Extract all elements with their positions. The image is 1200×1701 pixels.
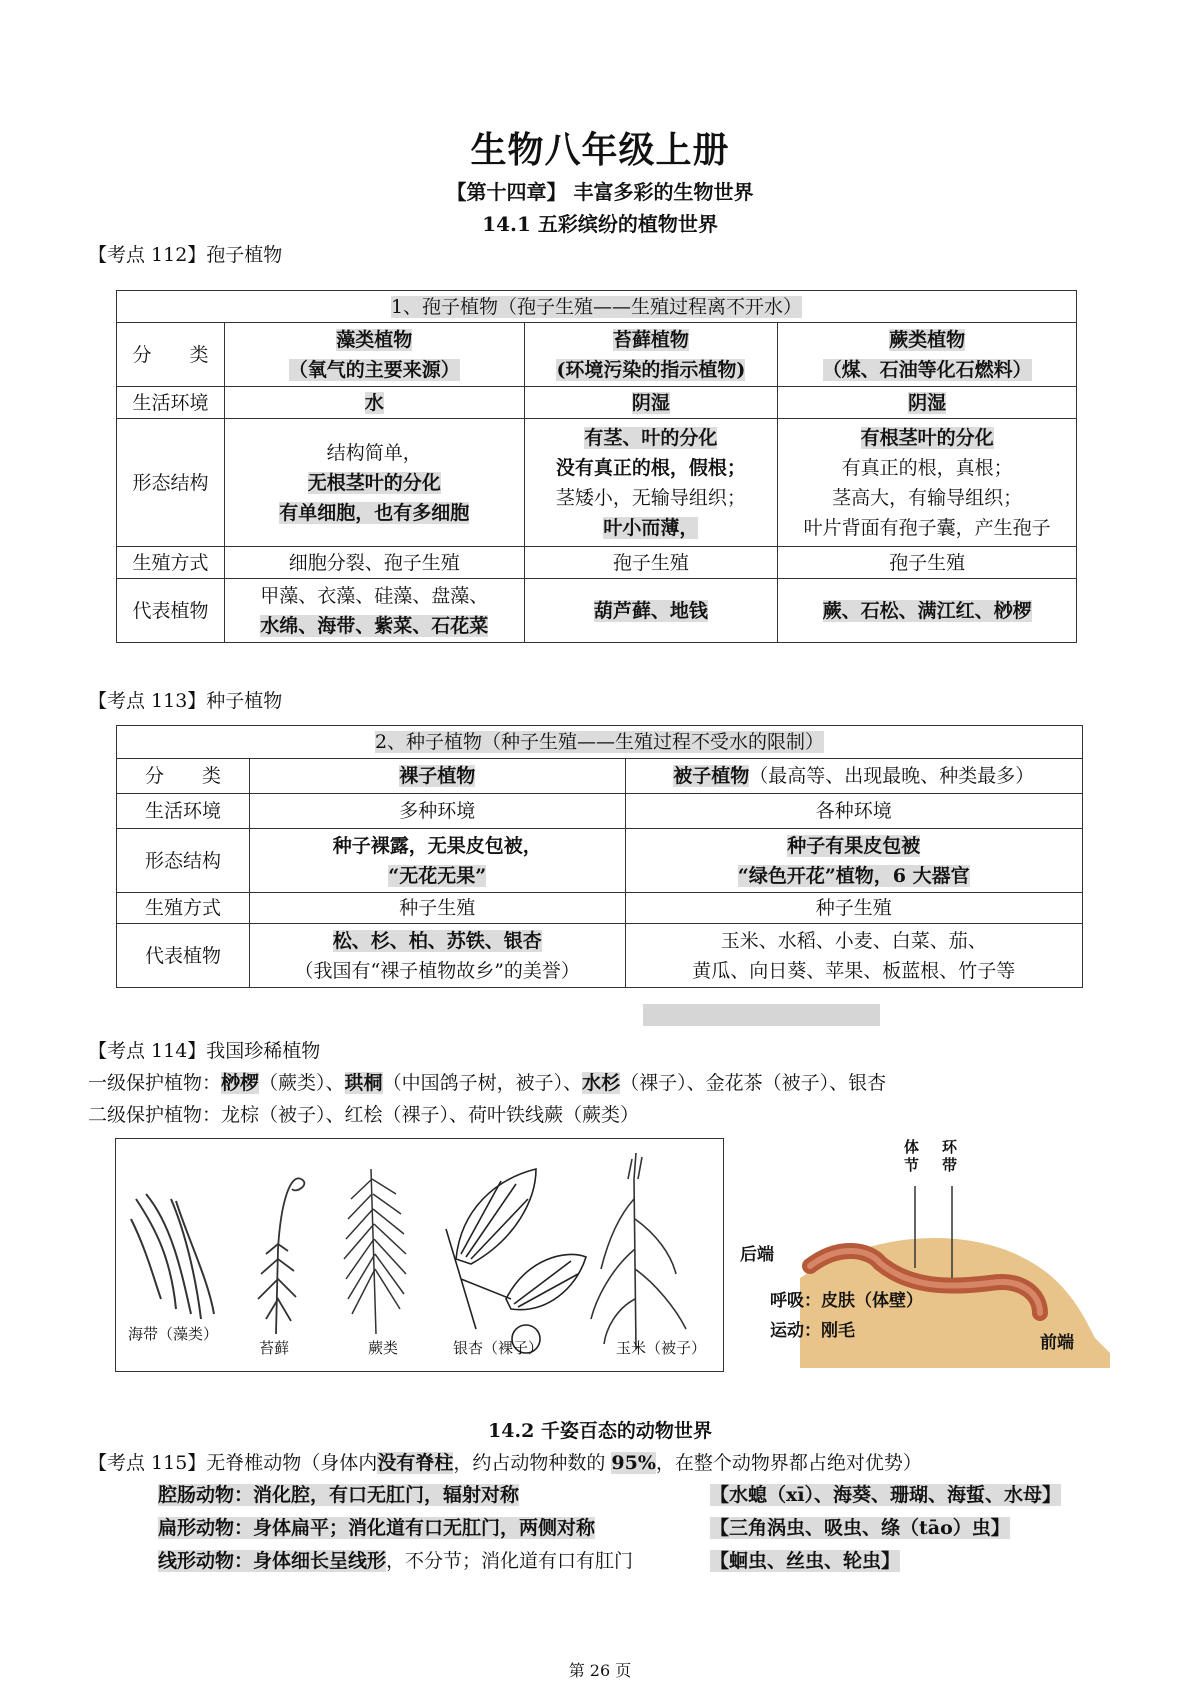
angiosperm-note: （最高等、出现最晚、种类最多）	[749, 765, 1035, 787]
alga-morph-2: 无根茎叶的分化	[307, 471, 441, 494]
t2-row-label-morphology: 形态结构	[117, 829, 250, 893]
alga-morph-1: 结构简单，	[326, 441, 422, 464]
caption-kelp: 海带（藻类）	[128, 1325, 219, 1343]
animal-nematoda-examples: 【蛔虫、丝虫、轮虫】	[710, 1550, 901, 1572]
row-label-morphology: 形态结构	[117, 419, 225, 547]
label-clitellum: 环带	[942, 1138, 958, 1174]
moss-rep: 葫芦藓、地钱	[593, 599, 708, 622]
label-segment: 体节	[904, 1138, 920, 1174]
kelp-drawing	[131, 1194, 214, 1319]
earthworm-figure	[740, 1138, 1110, 1368]
alga-morph-3: 有单细胞，也有多细胞	[279, 501, 470, 524]
fern-env: 阴湿	[908, 391, 947, 414]
fern-morph-2: 有真正的根，真根；	[841, 456, 1013, 479]
animal-coelenterata: 腔肠动物：消化腔，有口无肛门，辐射对称	[158, 1484, 520, 1506]
rare-plants-level1: 一级保护植物：桫椤（蕨类）、珙桐（中国鸽子树，被子）、水杉（裸子）、金花茶（被子）、银杏	[88, 1072, 887, 1094]
gym-repro: 种子生殖	[249, 893, 625, 924]
t2-row-label-classification: 分 类	[117, 759, 250, 794]
fern-drawing	[344, 1169, 406, 1334]
fern-morph-1: 有根茎叶的分化	[860, 426, 994, 449]
gymnosperm-name: 裸子植物	[399, 765, 476, 787]
caption-moss: 苔藓	[259, 1339, 290, 1357]
fern-name: 蕨类植物	[889, 328, 966, 351]
alga-rep-1: 甲藻、衣藻、硅藻、盘藻、	[260, 584, 489, 607]
kaodian-112: 【考点 112】孢子植物	[88, 244, 283, 266]
gym-rep-2: （我国有“裸子植物故乡”的美誉）	[294, 959, 580, 982]
table1-header: 1、孢子植物（孢子生殖——生殖过程离不开水）	[390, 295, 803, 318]
moss-name: 苔藓植物	[612, 328, 689, 351]
kaodian-114: 【考点 114】我国珍稀植物	[88, 1040, 321, 1062]
t2-row-label-representative: 代表植物	[117, 924, 250, 988]
alga-env: 水	[364, 391, 384, 414]
angiosperm-name: 被子植物	[673, 765, 750, 787]
kaodian-113: 【考点 113】种子植物	[88, 690, 283, 712]
moss-morph-2: 没有真正的根，假根；	[555, 456, 746, 479]
chapter-heading: 【第十四章】 丰富多彩的生物世界	[446, 180, 754, 204]
t2-row-label-env: 生活环境	[117, 794, 250, 829]
label-front-end: 前端	[1040, 1333, 1074, 1353]
fern-morph-4: 叶片背面有孢子囊，产生孢子	[803, 516, 1051, 539]
alga-note: （氧气的主要来源）	[288, 358, 460, 381]
alga-name: 藻类植物	[336, 328, 413, 351]
kaodian-115: 【考点 115】无脊椎动物（身体内没有脊柱，约占动物种数的 95%，在整个动物界都占绝对优势）	[88, 1452, 922, 1474]
seed-plant-table	[116, 725, 1083, 988]
rare-plants-level2: 二级保护植物：龙棕（被子）、红桧（裸子）、荷叶铁线蕨（蕨类）	[88, 1104, 640, 1126]
corn-drawing	[591, 1153, 686, 1349]
moss-morph-4: 叶小而薄，	[603, 516, 699, 539]
angio-rep-2: 黄瓜、向日葵、苹果、板蓝根、竹子等	[692, 959, 1016, 982]
row-label-reproduction: 生殖方式	[117, 547, 225, 579]
caption-fern: 蕨类	[368, 1339, 399, 1357]
animal-coelenterata-examples: 【水螅（xī）、海葵、珊瑚、海蜇、水母】	[710, 1484, 1062, 1506]
label-rear-end: 后端	[740, 1245, 774, 1265]
page-number: 第 26 页	[568, 1661, 632, 1680]
animal-nematoda: 线形动物：身体细长呈线形，不分节；消化道有口有肛门	[158, 1550, 634, 1572]
animal-platyhelminthes: 扁形动物：身体扁平；消化道有口无肛门，两侧对称	[158, 1517, 596, 1539]
spore-plant-table	[116, 290, 1077, 643]
gym-morph-2: “无花无果”	[388, 864, 487, 887]
animal-platyhelminthes-examples: 【三角涡虫、吸虫、绦（tāo）虫】	[710, 1517, 1010, 1539]
label-movement: 运动：刚毛	[770, 1321, 855, 1341]
section-heading-14-2: 14.2 千姿百态的动物世界	[488, 1420, 712, 1442]
gym-rep-1: 松、杉、柏、苏铁、银杏	[332, 929, 542, 952]
gym-morph-1: 种子裸露，无果皮包被，	[332, 834, 542, 857]
alga-repro: 细胞分裂、孢子生殖	[224, 547, 524, 579]
caption-ginkgo: 银杏（裸子）	[453, 1339, 544, 1357]
table2-header: 2、种子植物（种子生殖——生殖过程不受水的限制）	[374, 731, 825, 753]
plant-illustrations	[115, 1138, 724, 1372]
caption-corn: 玉米（被子）	[616, 1339, 707, 1357]
moss-repro: 孢子生殖	[524, 547, 778, 579]
angio-morph-1: 种子有果皮包被	[787, 834, 921, 857]
angio-env: 各种环境	[625, 794, 1083, 829]
ginkgo-drawing	[446, 1169, 586, 1353]
gym-env: 多种环境	[249, 794, 625, 829]
moss-note: (环境污染的指示植物)	[556, 358, 746, 381]
t2-row-label-reproduction: 生殖方式	[117, 893, 250, 924]
moss-morph-3: 茎矮小，无输导组织；	[555, 486, 746, 509]
row-label-env: 生活环境	[117, 387, 225, 419]
highlight-shade	[643, 1004, 880, 1026]
moss-drawing	[258, 1178, 304, 1334]
fern-repro: 孢子生殖	[778, 547, 1077, 579]
alga-rep-2: 水绵、海带、紫菜、石花菜	[260, 614, 489, 637]
angio-morph-2: “绿色开花”植物，6 大器官	[737, 864, 970, 887]
moss-morph-1: 有茎、叶的分化	[584, 426, 718, 449]
angio-repro: 种子生殖	[625, 893, 1083, 924]
fern-morph-3: 茎高大，有输导组织；	[832, 486, 1023, 509]
moss-env: 阴湿	[631, 391, 670, 414]
angio-rep-1: 玉米、水稻、小麦、白菜、茄、	[720, 929, 987, 952]
section-heading-14-1: 14.1 五彩缤纷的植物世界	[482, 212, 718, 236]
fern-rep: 蕨、石松、满江红、桫椤	[822, 599, 1032, 622]
row-label-classification: 分 类	[117, 323, 225, 387]
label-breathing: 呼吸：皮肤（体壁）	[770, 1291, 923, 1311]
fern-note: （煤、石油等化石燃料）	[822, 358, 1032, 381]
page-title: 生物八年级上册	[470, 130, 730, 171]
row-label-representative: 代表植物	[117, 579, 225, 643]
